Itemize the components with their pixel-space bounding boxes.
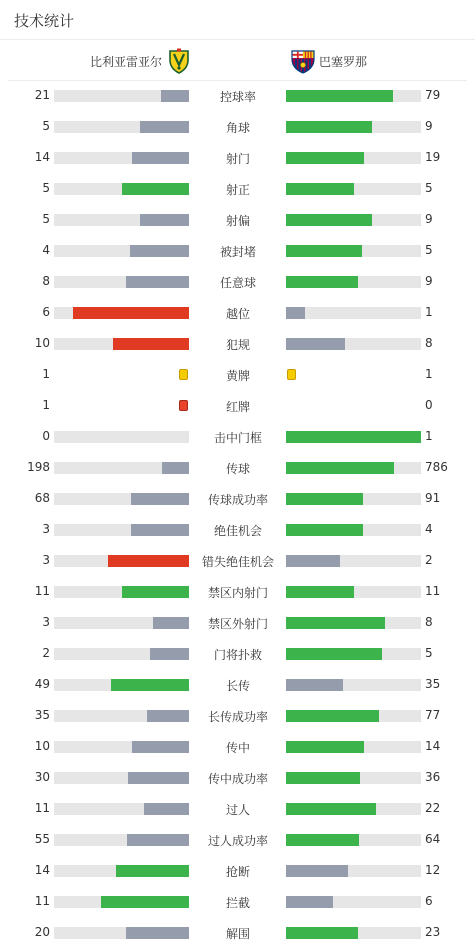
away-bar: [286, 648, 382, 660]
stat-label: 射门: [225, 152, 250, 166]
home-bar-track: [54, 152, 189, 164]
stat-row: [0, 210, 475, 230]
stat-row: [0, 334, 475, 354]
away-bar-track: [286, 679, 421, 691]
home-bar: [162, 462, 189, 474]
stat-row: [0, 582, 475, 602]
away-bar: [286, 617, 385, 629]
away-bar: [286, 276, 358, 288]
stat-row: [0, 830, 475, 850]
away-value: 5: [425, 243, 433, 257]
home-team-name: 比利亚雷亚尔: [90, 55, 163, 69]
home-bar: [73, 307, 189, 319]
stat-label: 黄牌: [225, 369, 250, 383]
away-bar-track: [286, 121, 421, 133]
home-bar-track: [54, 462, 189, 474]
home-bar: [126, 927, 189, 939]
away-bar-track: [286, 90, 421, 102]
stat-row: [0, 365, 475, 385]
away-value: 12: [425, 863, 441, 877]
stat-row: [0, 272, 475, 292]
away-value: 786: [425, 460, 448, 474]
home-bar-track: [54, 214, 189, 226]
away-bar: [286, 462, 394, 474]
stat-label: 长传: [225, 679, 250, 693]
away-value: 5: [425, 181, 433, 195]
away-bar: [286, 834, 359, 846]
away-bar-track: [286, 276, 421, 288]
home-bar: [113, 338, 189, 350]
away-bar-track: [286, 431, 421, 443]
stat-label: 长传成功率: [207, 710, 268, 724]
stat-label: 绝佳机会: [213, 524, 262, 538]
away-value: 36: [425, 770, 441, 784]
stat-label: 门将扑救: [213, 648, 262, 662]
stat-row: [0, 396, 475, 416]
away-bar-track: [286, 338, 421, 350]
away-bar-track: [286, 865, 421, 877]
away-bar: [286, 772, 360, 784]
away-bar-track: [286, 524, 421, 536]
stat-row: [0, 427, 475, 447]
home-bar: [132, 152, 189, 164]
stat-label: 拦截: [225, 896, 250, 910]
stat-label: 越位: [225, 307, 250, 321]
page-title: 技术统计: [14, 12, 75, 30]
stat-label: 禁区外射门: [207, 617, 268, 631]
home-bar: [131, 493, 189, 505]
home-value: 3: [42, 522, 50, 536]
home-value: 30: [34, 770, 50, 784]
home-bar: [144, 803, 189, 815]
home-bar: [116, 865, 189, 877]
away-bar: [286, 896, 333, 908]
away-bar-track: [286, 493, 421, 505]
red-card-icon: [179, 400, 188, 411]
away-value: 5: [425, 646, 433, 660]
stat-row: [0, 675, 475, 695]
stat-label: 被封堵: [219, 245, 256, 259]
away-value: 4: [425, 522, 433, 536]
away-value: 6: [425, 894, 433, 908]
away-team-name: 巴塞罗那: [319, 55, 368, 69]
home-value: 20: [34, 925, 50, 939]
home-bar: [130, 245, 189, 257]
home-bar-track: [54, 431, 189, 443]
stat-row: [0, 706, 475, 726]
away-value: 9: [425, 274, 433, 288]
home-bar: [128, 772, 189, 784]
stat-row: [0, 768, 475, 788]
home-bar: [147, 710, 189, 722]
stat-label: 击中门框: [213, 431, 262, 445]
stat-row: [0, 179, 475, 199]
stat-row: [0, 489, 475, 509]
away-bar-track: [286, 152, 421, 164]
away-bar: [286, 90, 393, 102]
away-value: 79: [425, 88, 441, 102]
home-value: 10: [34, 739, 50, 753]
stat-row: [0, 799, 475, 819]
home-bar: [161, 90, 189, 102]
home-bar-track: [54, 741, 189, 753]
away-value: 77: [425, 708, 441, 722]
stat-row: [0, 86, 475, 106]
stat-row: [0, 520, 475, 540]
away-team-crest-icon: [290, 48, 316, 74]
home-bar-track: [54, 245, 189, 257]
home-bar-track: [54, 865, 189, 877]
home-value: 3: [42, 553, 50, 567]
stat-label: 传中: [225, 741, 250, 755]
stat-row: [0, 737, 475, 757]
away-value: 8: [425, 336, 433, 350]
home-bar: [126, 276, 189, 288]
home-bar: [108, 555, 189, 567]
away-bar-track: [286, 555, 421, 567]
away-bar: [286, 307, 305, 319]
home-bar: [140, 214, 189, 226]
home-team-crest-icon: [166, 48, 192, 74]
stat-row: [0, 644, 475, 664]
away-bar: [286, 741, 364, 753]
stat-row: [0, 923, 475, 943]
home-value: 55: [34, 832, 50, 846]
away-value: 8: [425, 615, 433, 629]
home-bar: [132, 741, 189, 753]
home-value: 11: [34, 584, 50, 598]
away-value: 2: [425, 553, 433, 567]
home-value: 14: [34, 150, 50, 164]
home-value: 11: [34, 801, 50, 815]
home-bar: [101, 896, 189, 908]
stat-label: 任意球: [219, 276, 256, 290]
yellow-card-icon: [179, 369, 188, 380]
home-bar-track: [54, 524, 189, 536]
away-bar: [286, 586, 354, 598]
away-bar: [286, 679, 343, 691]
home-bar-track: [54, 121, 189, 133]
away-bar-track: [286, 710, 421, 722]
home-value: 3: [42, 615, 50, 629]
away-value: 1: [425, 367, 433, 381]
away-value: 35: [425, 677, 441, 691]
away-value: 14: [425, 739, 441, 753]
away-bar-track: [286, 183, 421, 195]
home-value: 4: [42, 243, 50, 257]
home-value: 1: [42, 398, 50, 412]
away-bar-track: [286, 648, 421, 660]
away-bar: [286, 524, 363, 536]
home-value: 6: [42, 305, 50, 319]
away-value: 23: [425, 925, 441, 939]
home-value: 0: [42, 429, 50, 443]
home-bar-track: [54, 803, 189, 815]
away-value: 9: [425, 212, 433, 226]
stat-row: [0, 613, 475, 633]
home-bar: [153, 617, 189, 629]
away-value: 91: [425, 491, 441, 505]
away-bar-track: [286, 834, 421, 846]
home-bar-track: [54, 617, 189, 629]
yellow-card-icon: [287, 369, 296, 380]
away-value: 1: [425, 305, 433, 319]
away-value: 22: [425, 801, 441, 815]
home-value: 8: [42, 274, 50, 288]
stat-row: [0, 117, 475, 137]
away-bar-track: [286, 214, 421, 226]
away-bar-track: [286, 307, 421, 319]
stat-label: 角球: [225, 121, 250, 135]
home-value: 10: [34, 336, 50, 350]
away-bar: [286, 493, 363, 505]
header-bar: [0, 0, 475, 40]
stat-label: 射正: [225, 183, 250, 197]
away-bar-track: [286, 617, 421, 629]
home-bar: [127, 834, 189, 846]
stat-row: [0, 458, 475, 478]
home-value: 2: [42, 646, 50, 660]
away-value: 19: [425, 150, 441, 164]
home-value: 5: [42, 181, 50, 195]
home-value: 35: [34, 708, 50, 722]
away-bar-track: [286, 741, 421, 753]
stat-label: 传球: [225, 462, 250, 476]
away-bar: [286, 927, 358, 939]
home-bar-track: [54, 834, 189, 846]
home-bar: [122, 183, 190, 195]
home-bar: [122, 586, 190, 598]
home-bar-track: [54, 896, 189, 908]
home-bar-track: [54, 90, 189, 102]
home-value: 11: [34, 894, 50, 908]
away-value: 11: [425, 584, 441, 598]
away-bar: [286, 803, 376, 815]
home-bar-track: [54, 648, 189, 660]
stat-label: 射偏: [225, 214, 250, 228]
stat-label: 传中成功率: [207, 772, 268, 786]
stat-row: [0, 303, 475, 323]
home-value: 1: [42, 367, 50, 381]
away-bar: [286, 245, 362, 257]
home-bar-track: [54, 710, 189, 722]
home-bar-track: [54, 555, 189, 567]
home-value: 5: [42, 119, 50, 133]
home-bar-track: [54, 772, 189, 784]
home-value: 14: [34, 863, 50, 877]
home-bar-track: [54, 679, 189, 691]
away-bar: [286, 152, 364, 164]
away-bar-track: [286, 803, 421, 815]
away-bar: [286, 431, 421, 443]
away-bar-track: [286, 896, 421, 908]
team-header: [8, 42, 467, 81]
away-bar: [286, 183, 354, 195]
stat-label: 传球成功率: [207, 493, 268, 507]
away-bar: [286, 710, 379, 722]
stat-label: 红牌: [225, 400, 250, 414]
away-bar: [286, 214, 372, 226]
home-value: 198: [27, 460, 50, 474]
home-bar-track: [54, 586, 189, 598]
away-bar-track: [286, 927, 421, 939]
stat-row: [0, 241, 475, 261]
stat-label: 犯规: [225, 338, 250, 352]
away-value: 0: [425, 398, 433, 412]
away-bar-track: [286, 772, 421, 784]
away-bar-track: [286, 462, 421, 474]
stat-label: 解围: [225, 927, 250, 941]
stat-label: 禁区内射门: [207, 586, 268, 600]
home-value: 49: [34, 677, 50, 691]
home-value: 5: [42, 212, 50, 226]
home-value: 21: [34, 88, 50, 102]
stat-row: [0, 148, 475, 168]
away-value: 9: [425, 119, 433, 133]
away-value: 1: [425, 429, 433, 443]
home-value: 68: [34, 491, 50, 505]
home-bar: [150, 648, 189, 660]
home-bar-track: [54, 493, 189, 505]
away-bar: [286, 555, 340, 567]
home-bar-track: [54, 276, 189, 288]
home-bar-track: [54, 307, 189, 319]
home-bar-track: [54, 338, 189, 350]
home-bar-track: [54, 927, 189, 939]
stat-label: 抢断: [225, 865, 250, 879]
stat-row: [0, 551, 475, 571]
away-bar-track: [286, 586, 421, 598]
home-bar: [111, 679, 189, 691]
stat-row: [0, 861, 475, 881]
away-bar: [286, 338, 345, 350]
stat-label: 错失绝佳机会: [201, 555, 274, 569]
away-bar: [286, 121, 372, 133]
away-bar: [286, 865, 348, 877]
home-bar: [140, 121, 189, 133]
home-bar: [131, 524, 189, 536]
stat-label: 过人成功率: [207, 834, 268, 848]
stat-label: 控球率: [219, 90, 256, 104]
stat-label: 过人: [225, 803, 250, 817]
home-bar-track: [54, 183, 189, 195]
away-bar-track: [286, 245, 421, 257]
stat-row: [0, 892, 475, 912]
away-value: 64: [425, 832, 441, 846]
